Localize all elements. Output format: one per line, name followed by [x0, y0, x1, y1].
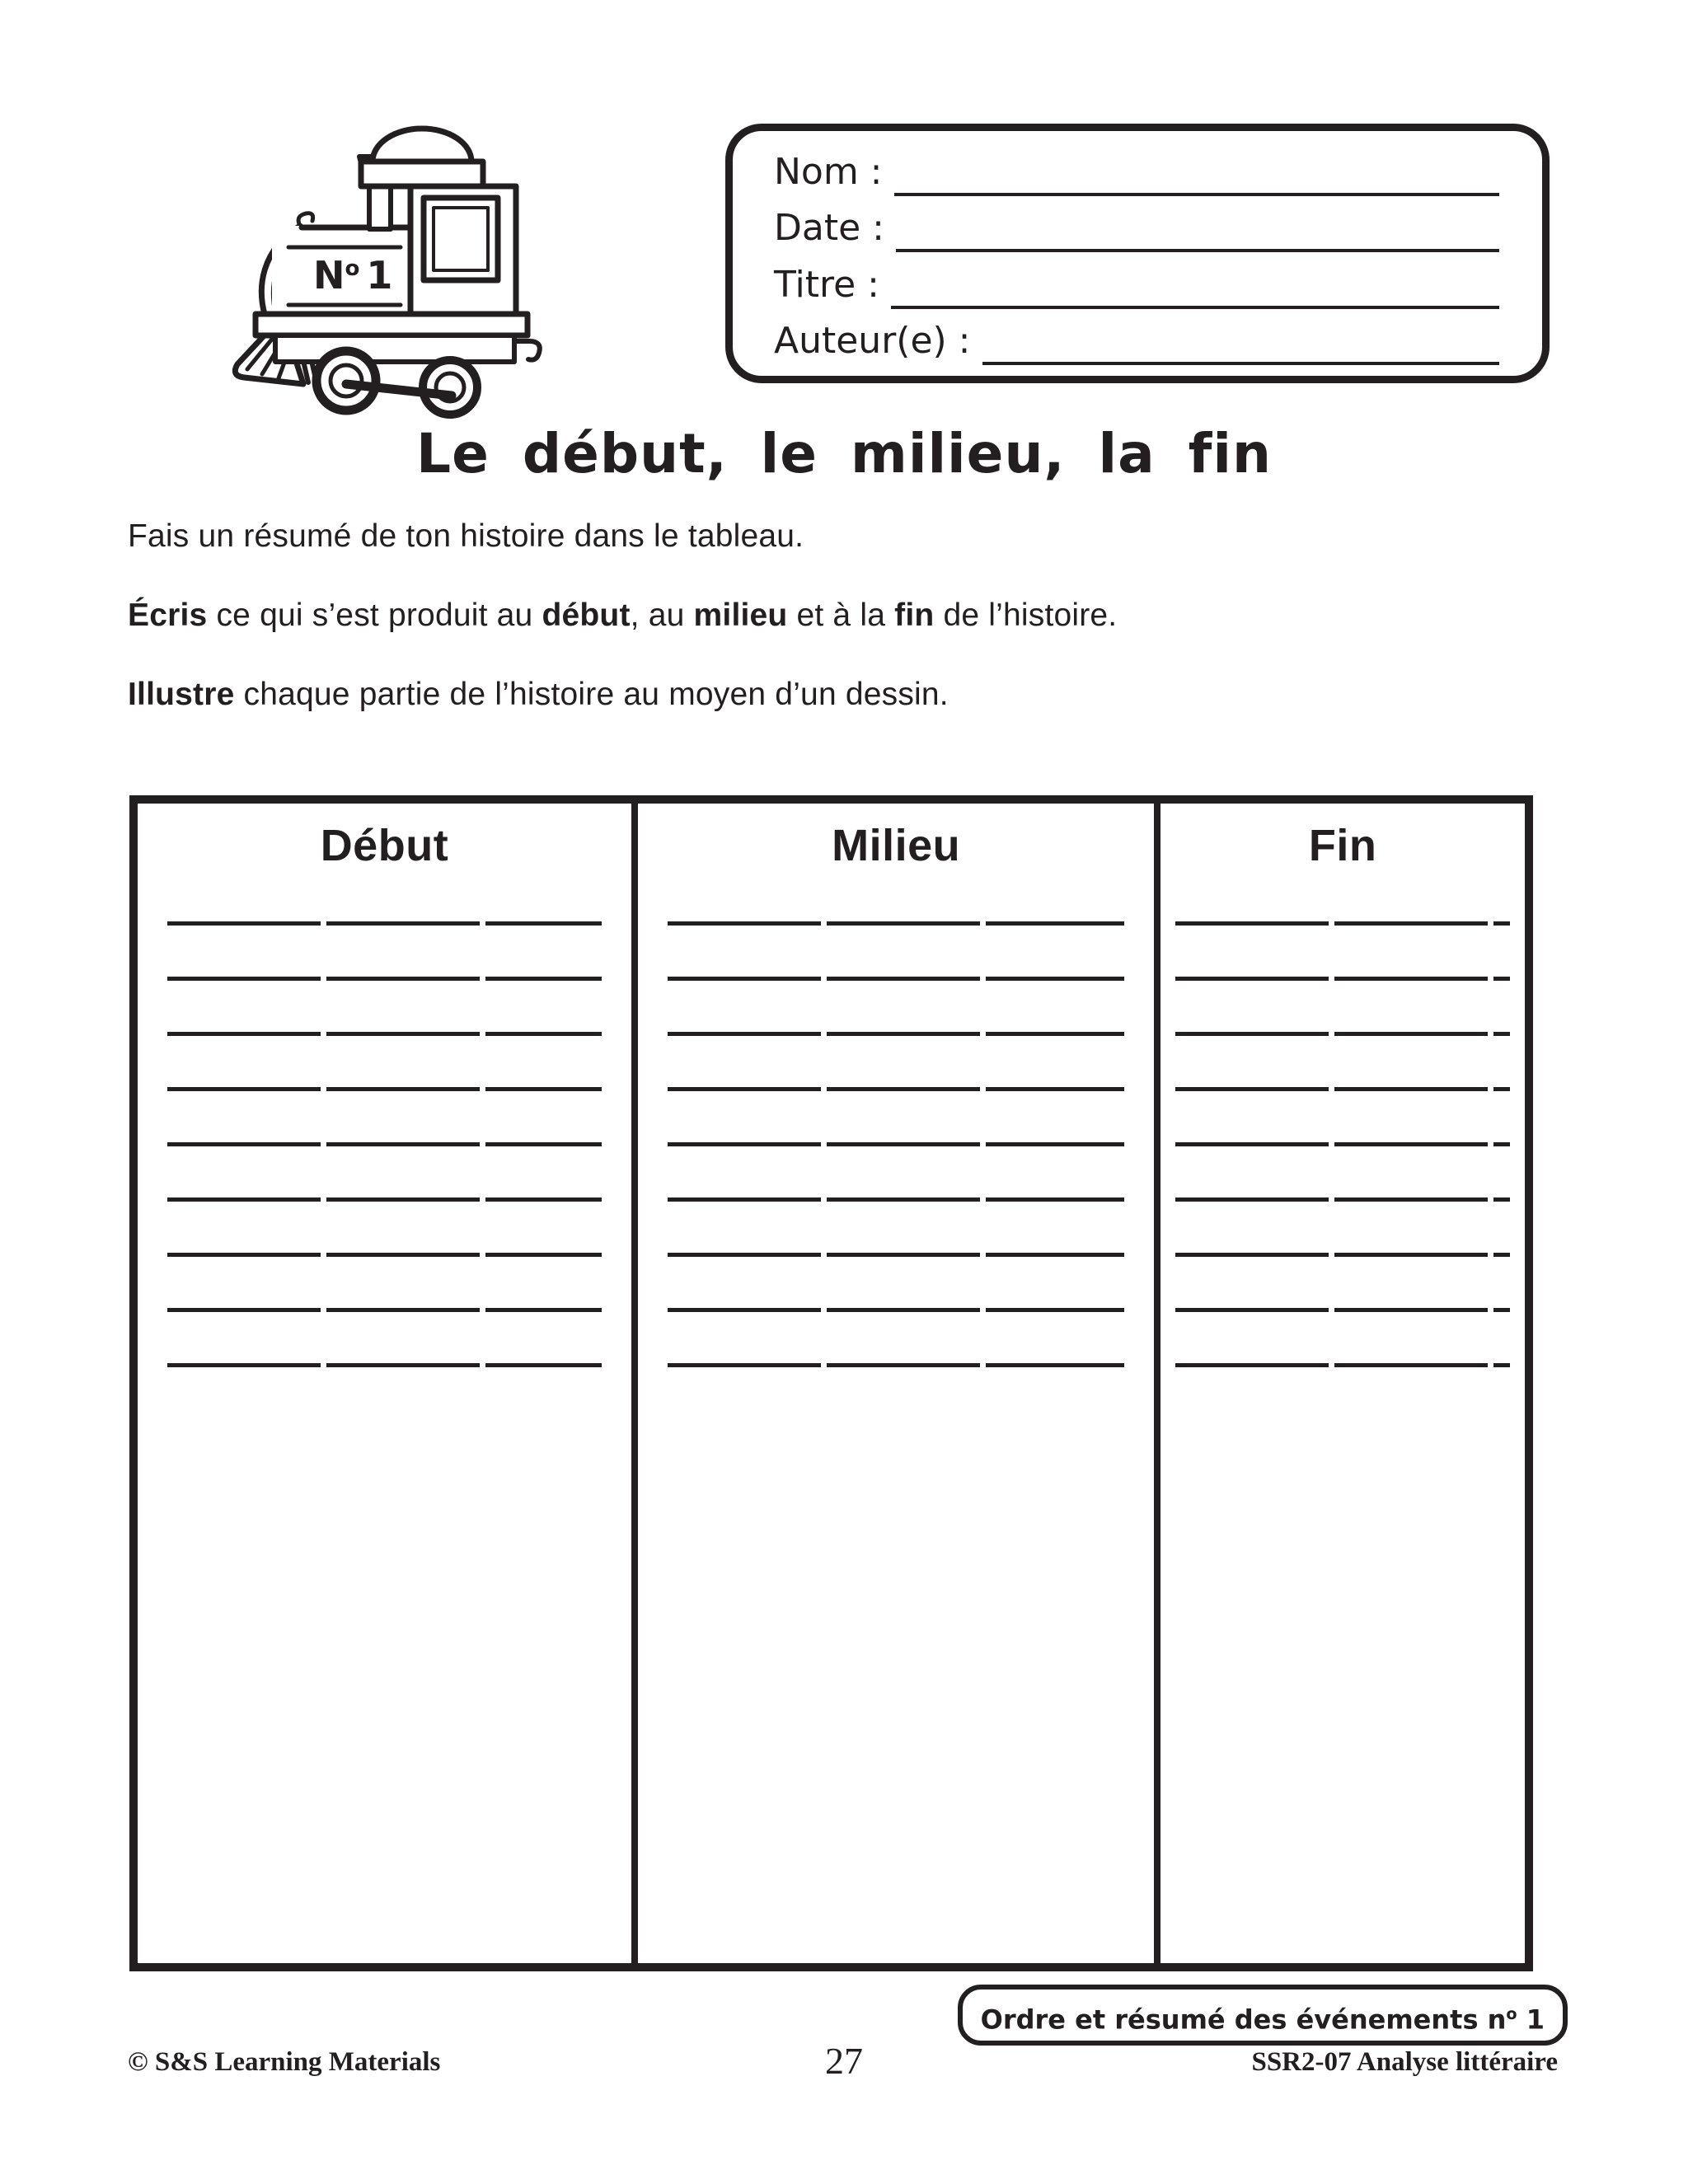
product-code: SSR2-07 Analyse littéraire: [1251, 2047, 1558, 2077]
write-line: [1175, 921, 1510, 977]
train-illustration: [221, 122, 551, 427]
column-header-fin: Fin: [1308, 821, 1377, 870]
name-row: [774, 145, 1499, 196]
author-label: Auteur(e) :: [774, 319, 971, 362]
page-title: Le début, le milieu, la fin: [416, 422, 1272, 485]
write-line: [167, 1142, 602, 1197]
name-label: Nom :: [774, 151, 883, 194]
instruction-line: Fais un résumé de ton histoire dans le tableau.: [128, 518, 804, 554]
author-writing-line: [982, 319, 1500, 365]
student-info-box: [725, 124, 1550, 383]
title-label: Titre :: [774, 263, 880, 306]
write-line: [167, 921, 602, 977]
write-line: [668, 977, 1124, 1032]
copyright-text: © S&S Learning Materials: [128, 2047, 441, 2077]
page-footer: [0, 2039, 1688, 2088]
write-line: [167, 1032, 602, 1087]
write-line: [1175, 1197, 1510, 1253]
write-line: [668, 1032, 1124, 1087]
instructions: [128, 518, 1578, 755]
write-line: [1175, 1032, 1510, 1087]
steam-dome: [373, 129, 471, 162]
write-line: [1175, 1363, 1510, 1418]
write-line: [1175, 1308, 1510, 1363]
train-number-plate: $N^o$ 1: [313, 253, 393, 298]
column-milieu: [631, 804, 1154, 1963]
write-line: [668, 921, 1124, 977]
author-row: [774, 314, 1499, 365]
write-line: [1175, 1142, 1510, 1197]
write-line: [668, 1253, 1124, 1308]
column-header-milieu: Milieu: [832, 821, 961, 870]
write-line: [668, 1308, 1124, 1363]
write-line: [668, 1142, 1124, 1197]
write-line: [668, 1087, 1124, 1142]
column-debut: [138, 804, 631, 1963]
write-line: [167, 1363, 602, 1418]
wheel: [423, 360, 477, 415]
column-header-debut: Début: [320, 821, 449, 870]
write-line: [1175, 977, 1510, 1032]
date-row: [774, 201, 1499, 252]
write-line: [167, 1087, 602, 1142]
writing-lines: [1175, 921, 1510, 1418]
story-summary-table: [129, 795, 1533, 1971]
date-writing-line: [896, 206, 1499, 252]
instruction-line: Écris ce qui s’est produit au début, au milieu et à la fin de l’histoire.: [128, 598, 1118, 633]
column-fin: [1154, 804, 1525, 1963]
writing-lines: [167, 921, 602, 1418]
write-line: [167, 1197, 602, 1253]
write-line: [167, 1253, 602, 1308]
write-line: [668, 1197, 1124, 1253]
title-row: [774, 258, 1499, 309]
write-line: [167, 1308, 602, 1363]
write-line: [1175, 1253, 1510, 1308]
write-line: [167, 977, 602, 1032]
write-line: [668, 1363, 1124, 1418]
title-writing-line: [891, 263, 1499, 309]
instruction-line: Illustre chaque partie de l’histoire au moyen d’un dessin.: [128, 677, 949, 712]
name-writing-line: [894, 150, 1499, 196]
write-line: [1175, 1087, 1510, 1142]
page-number: 27: [825, 2040, 863, 2082]
writing-lines: [668, 921, 1124, 1418]
rear-hook: [514, 341, 540, 360]
series-badge: Ordre et résumé des événements $n^o$ 1: [958, 1985, 1568, 2046]
date-label: Date :: [774, 207, 884, 250]
